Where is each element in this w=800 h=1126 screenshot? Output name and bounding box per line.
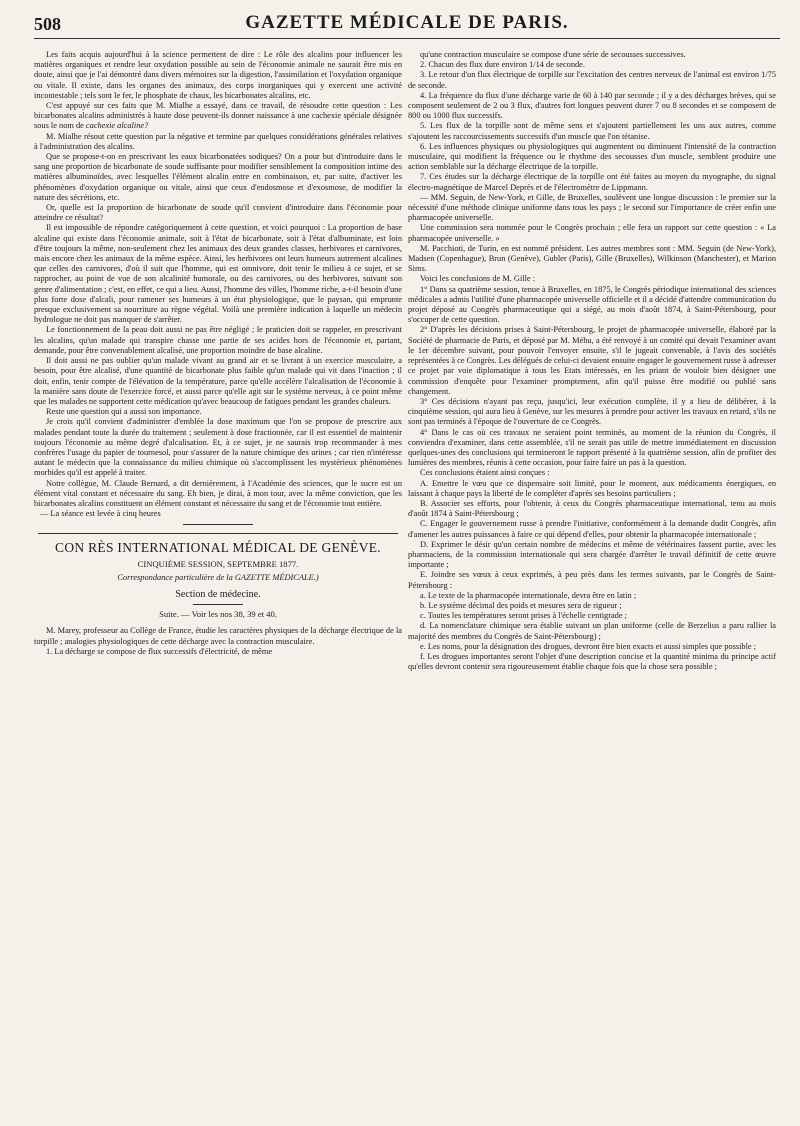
journal-title: GAZETTE MÉDICALE DE PARIS. [245,12,569,33]
paragraph-text: C'est appuyé sur ces faits que M. Mialhe a essayé, dans ce travail, de résoudre cette question : Les bicarbonates alcalins administrés à haute dose peuvent-ils donner naissance à une cachexie spéciale désignée sous le nom de [34,101,402,131]
list-item: a. Le texte de la pharmacopée internationale, devra être en latin ; [420,590,637,600]
paragraph: Je crois qu'il convient d'administrer d'emblée la dose maximum que l'on se propose de prescrire aux malades pendant toute la durée du traitement ; seulement à dose fractionnée, car il est essentiel de maintenir toujours l'économie au même degré d'alcalisation. Et, à ce sujet, je ne saurais trop recommander à mes confrères l'usage du papier de tournesol, pour s'assurer de la nature chimique des urines ; car rien n'intéresse autant le médecin que la connaissance du milieu chimique où s'accomplissent les mystérieux phénomènes morbides qu'il est appelé à traiter. [34,417,402,478]
paragraph: 2. Chacun des flux dure environ 1/14 de seconde. [420,60,585,70]
page-header [34,8,780,39]
correspondence-note: Correspondance particulière de la GAZETTE MÉDICALE.) [117,573,319,583]
paragraph: 3. Le retour d'un flux électrique de torpille sur l'excitation des centres nerveux de l'animal est environ 1/75 de seconde. [408,70,776,90]
paragraph: Une commission sera nommée pour le Congrès prochain ; elle fera un rapport sur cette question : « La pharmacopée universelle. » [408,223,776,243]
divider [38,533,398,534]
divider [183,524,253,525]
list-item: c. Toutes les températures seront prises à l'échelle centigrade ; [420,611,627,621]
section-heading: Section de médecine. [175,589,261,601]
paragraph: 6. Les influences physiques ou physiologiques qui augmentent ou diminuent l'intensité de la contraction musculaire, qui modifient la fréquence ou le rhythme des secousses d'un muscle, semblent produire une action semblable sur la décharge électrique de la torpille. [408,141,776,172]
paragraph: 4. La fréquence du flux d'une décharge varie de 60 à 140 par seconde ; il y a des décharges brèves, qui se composent seulement de 2 ou 3 flux, d'autres fort longues peuvent durer 7 ou 8 secondes et se composent de 800 ou 1000 flux successifs. [408,90,776,121]
paragraph: Ces conclusions étaient ainsi conçues : [420,468,550,478]
list-item: b. Le système décimal des poids et mesures sera de rigueur ; [420,600,622,610]
list-item: E. Joindre ses vœux à ceux exprimés, à peu près dans les termes suivants, par le Congrès de Saint-Pétersbourg : [408,570,776,590]
paragraph: 5. Les flux de la torpille sont de même sens et s'ajoutent partiellement les uns aux autres, comme s'ajoutent les raccourcissements successifs d'un muscle que l'on tétanise. [408,121,776,141]
left-column [34,50,402,1120]
paragraph: M. Marey, professeur au Collège de France, étudie les caractères physiques de la décharge électrique de la torpille ; analogies physiologiques de cette décharge avec la contraction musculaire. [34,626,402,646]
italic-term: cachexie alcaline? [85,121,149,131]
paragraph: Reste une question qui a aussi son importance. [46,407,202,417]
list-item: A. Emettre le vœu que ce dispensaire soit limité, pour le moment, aux médicaments énergiques, en laissant à chaque pays la liberté de le compléter d'après ses besoins particuliers ; [408,478,776,498]
paragraph: — MM. Seguin, de New-York, et Gille, de Bruxelles, soulèvent une longue discussion : le premier sur la nécessité d'une méthode clinique uniforme dans tous les pays ; le second sur l'importance de créer enfin une pharmacopée universelle. [408,192,776,223]
page-number: 508 [34,14,61,34]
paragraph: M. Mialhe résout cette question par la négative et termine par quelques considérations générales relatives à l'administration des alcalins. [34,131,402,151]
paragraph: 7. Ces études sur la décharge électrique de la torpille ont été faites au moyen du myographe, du signal électro-magnétique de Marcel Deprès et de l'électromètre de Lippmann. [408,172,776,192]
paragraph: Or, quelle est la proportion de bicarbonate de soude qu'il convient d'introduire dans l'économie pour atteindre ce résultat? [34,203,402,223]
session-subtitle: CINQUIÈME SESSION, SEPTEMBRE 1877. [137,559,299,570]
paragraph: 1. La décharge se compose de flux successifs d'électricité, de même [46,646,273,656]
paragraph: 1° Dans sa quatrième session, tenue à Bruxelles, en 1875, le Congrès périodique international des sciences médicales a admis l'utilité d'une pharmacopée universelle officielle et il a décidé d'attendre communication du projet déposé au Congrès pharmaceutique qui a siégé, au mois d'août 1874, à Saint-Pétersbourg, pour s'occuper de cette question. [408,284,776,325]
paragraph: 3° Ces décisions n'ayant pas reçu, jusqu'ici, leur exécution complète, il y a lieu de délibérer, à la cinquième session, qui aura lieu à Genève, sur les mesures à prendre pour activer les travaux en retard, s'ils ne sont pas terminés à l'époque de l'ouverture de ce Congrès. [408,396,776,427]
paragraph: M. Pacchioti, de Turin, en est nommé président. Les autres membres sont : MM. Seguin (de New-York), Madsen (Copenhague), Brun (Genève), Gubler (Paris), Gille (Bruxelles), Wilkinson (Manchester), et Marion Sims. [408,243,776,274]
paragraph: 2° D'après les décisions prises à Saint-Pétersbourg, le projet de pharmacopée universelle, élaboré par la Société de pharmacie de Paris, et déposé par M. Méhu, a été renvoyé à un comité qui devait l'examiner avant le 1er décembre suivant, pour pouvoir l'envoyer ensuite, s'il le jugeait convenable, à l'avis des sociétés représentées à ce Congrès. Les délégués de celui-ci devaient ensuite engager le gouvernement russe à adresser ce projet par voie diplomatique à tous les Etats intéressés, en les priant de vouloir bien désigner une commission d'enquête pour l'examiner promptement, afin qu'il puisse être modifié ou publié sans changement. [408,325,776,396]
divider [193,604,243,605]
paragraph: Il doit aussi ne pas oublier qu'un malade vivant au grand air et se livrant à un exercice musculaire, a besoin, pour être alcalisé, d'une quantité de bicarbonate plus faible qu'un malade qui vit dans l'inaction ; il doit, enfin, tenir compte de l'élévation de la température, parce qu'elle accélère l'alcalisation de l'économie à la manière sans doute de l'exercice forcé, et aussi parce qu'elle agit sur le système nerveux, à ce point même que les malades ne supportent cette médication qu'avec beaucoup de fatigues pendant les grandes chaleurs. [34,356,402,406]
paragraph: Les faits acquis aujourd'hui à la science permettent de dire : Le rôle des alcalins pour influencer les matières organiques et rendre leur oxydation possible au sein de l'économie animale ne saurait être mis en doute, ainsi que je l'ai démontré dans divers mémoires sur la digestion, l'assimilation et l'oxydation organique ou vitale. Il existe, dans les organes des animaux, des corps inorganiques qui y exercent une activité incontestable ; tels sont le fer, le phosphate de chaux, les bicarbonates alcalins, etc. [34,50,402,100]
list-item: e. Les noms, pour la désignation des drogues, devront être bien exacts et aussi simples que possible ; [420,641,756,651]
right-column [408,50,776,1120]
paragraph: Que se propose-t-on en prescrivant les eaux bicarbonatées sodiques? On a pour but d'introduire dans le sang une proportion de bicarbonate de soude suffisante pour modifier sensiblement la composition intime des matières albuminoïdes, avec lesquelles l'élément alcalin entre en combinaison, et, par suite, d'activer les phénomènes d'oxydation organique ou vitale, ainsi que ceux d'endosmose et d'exosmose, de modifier la nature des sécrétions, etc. [34,152,402,202]
paragraph [34,101,402,132]
list-item: B. Associer ses efforts, pour l'obtenir, à ceux du Congrès pharmaceutique international, tenu au mois d'août 1874 à Saint-Pétersbourg ; [408,498,776,519]
paragraph: Il est impossible de répondre catégoriquement à cette question, et voici pourquoi : La proportion de base alcaline qui existe dans l'économie animale, soit à l'état de bicarbonate, soit à l'état d'albuminate, est loin d'être toujours la même, non-seulement chez les animaux des deux grandes classes, herbivores et carnivores, mais encore chez les animaux de la même espèce. Ainsi, les herbivores ont leurs humeurs autrement alcalines que celles des carnivores, d'où il suit que l'homme, qui est omnivore, doit tenir le milieu à ce sujet, et se rapprocher, au point de vue de son alcalinité humorale, ou des carnivores, ou des herbivores, suivant son genre d'alimentation ; c'est, en effet, ce qui a lieu. Aussi, l'homme des villes, l'homme riche, a-t-il besoin d'une plus forte dose d'alcali, pour ramener ses humeurs à un état physiologique, que le paysan, qui emprunte presque exclusivement sa nourriture au règne végétal. Voilà une première indication à laquelle un médecin hydrologue ne doit pas manquer de s'arrêter. [34,223,402,325]
paragraph: 4° Dans le cas où ces travaux ne seraient point terminés, au moment de la réunion du Congrès, il conviendra d'examiner, dans cette assemblée, s'il ne serait pas utile de mettre immédiatement en discussion quelques-unes des conclusions qui termineront le rapport présenté à la quatrième session, afin de profiter des lumières des membres, réunis à cette occasion, pour faire faire un pas à la question. [408,427,776,468]
list-item: d. La nomenclature chimique sera établie suivant un plan uniforme (celle de Berzelius a paru rallier la majorité des membres du Congrès de Saint-Pétersbourg) ; [408,621,776,641]
congress-title: CON RÈS INTERNATIONAL MÉDICAL DE GENÈVE. [55,540,381,556]
paragraph: Voici les conclusions de M. Gille : [420,274,536,284]
list-item: f. Les drogues importantes seront l'objet d'une description concise et la quantité minima du principe actif qu'elles devront contenir sera rigoureusement établie chaque fois que la chose sera possible ; [408,651,776,672]
list-item: C. Engager le gouvernement russe à prendre l'initiative, conformément à la demande dudit Congrès, afin d'amener les autres puissances à faire ce qui dépend d'elles, pour obtenir la pharmacopée internationale ; [408,519,776,539]
paragraph: qu'une contraction musculaire se compose d'une série de secousses successives. [420,50,686,59]
paragraph: Le fonctionnement de la peau doit aussi ne pas être négligé ; le praticien doit se rappeler, en prescrivant les alcalins, qu'un malade qui transpire chasse une partie de ses acides hors de l'économie et, partant, demande, pour être convenablement alcalisé, une proportion moindre de base alcaline. [34,325,402,355]
list-item: D. Exprimer le désir qu'un certain nombre de médecins et même de vétérinaires fassent partie, avec les pharmaciens, de la commission internationale qui sera chargée d'arrêter le travail définitif de cette œuvre importante ; [408,539,776,570]
paragraph: Notre collègue, M. Claude Bernard, a dit dernièrement, à l'Académie des sciences, que le sucre est un élément vital constant et nécessaire du sang. Eh bien, je dirai, à mon tour, avec la même conviction, que les bicarbonates alcalins constituent un élément constant et nécessaire du sang et de l'économie tout entière. [34,478,402,508]
continuation-note: Suite. — Voir les nos 38, 39 et 40. [159,609,277,620]
session-closing: — La séance est levée à cinq heures [40,509,161,519]
